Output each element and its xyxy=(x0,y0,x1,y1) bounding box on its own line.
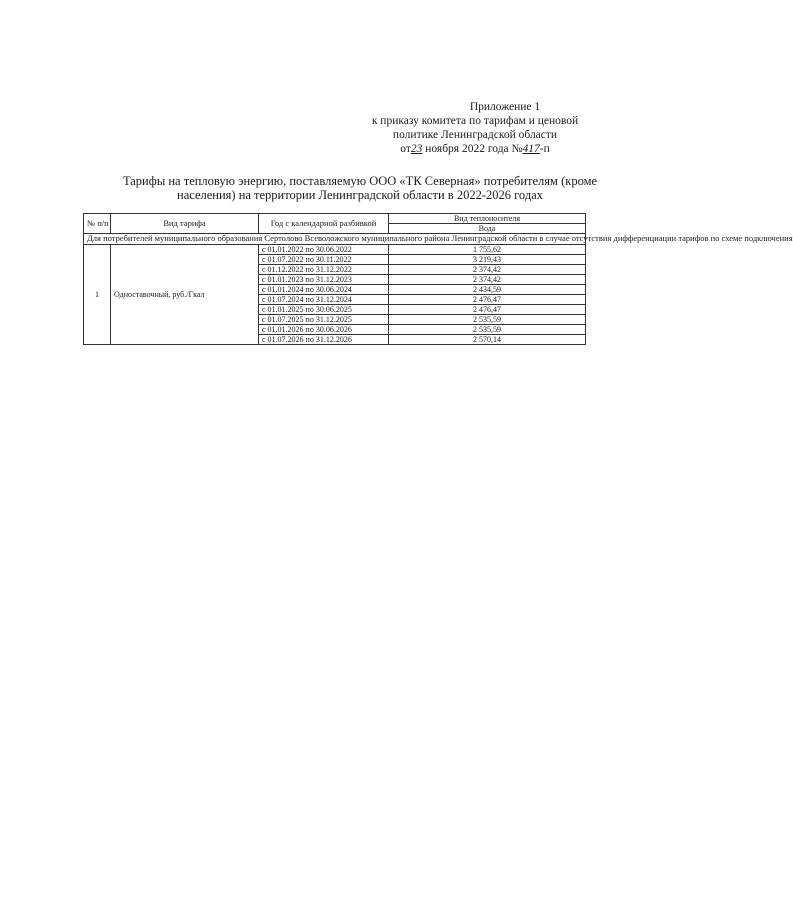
annex-order-line: к приказу комитета по тарифам и ценовой xyxy=(371,115,579,127)
annex-committee-line: политике Ленинградской области xyxy=(392,129,558,141)
tariff-value-cell: 2 476,47 xyxy=(389,294,586,304)
tariff-value-cell: 2 535,59 xyxy=(389,324,586,334)
period-cell: с 01.01.2025 по 30.06.2025 xyxy=(259,304,389,314)
header-tariff-type: Вид тарифа xyxy=(111,214,259,234)
annex-date-line xyxy=(360,142,590,156)
group-label: Для потребителей муниципального образования Сертолово Всеволожского муниципального района Ленинградской области в случае отсутствия дифференциации тарифов по схеме подключения xyxy=(84,234,586,245)
tariff-name: Одноставочный, руб./Гкал xyxy=(111,244,259,344)
period-cell: с 01.12.2022 по 31.12.2022 xyxy=(259,264,389,274)
date-prefix: от xyxy=(400,143,411,155)
period-cell: с 01.07.2026 по 31.12.2026 xyxy=(259,334,389,344)
period-cell: с 01.01.2022 по 30.06.2022 xyxy=(259,244,389,254)
period-cell: с 01.01.2023 по 31.12.2023 xyxy=(259,274,389,284)
order-day: 23 xyxy=(410,143,423,155)
table-body xyxy=(84,233,793,345)
period-cell: с 01.07.2025 по 31.12.2025 xyxy=(259,314,389,324)
header-period: Год с календарной разбивкой xyxy=(259,214,389,234)
date-middle: ноября 2022 года № xyxy=(422,143,523,155)
tariff-value-cell: 3 219,43 xyxy=(389,254,586,264)
annex-title: Приложение 1 xyxy=(469,101,541,113)
tariff-value-cell: 2 434,59 xyxy=(389,284,586,294)
table-row xyxy=(84,244,586,254)
tariff-table xyxy=(83,213,793,345)
tariff-value-cell: 2 570,14 xyxy=(389,334,586,344)
group-row xyxy=(84,234,586,245)
period-cell: с 01.07.2022 по 30.11.2022 xyxy=(259,254,389,264)
row-number: 1 xyxy=(84,244,111,344)
order-number: 417 xyxy=(522,143,540,155)
header-water: Вода xyxy=(389,224,586,234)
period-cell: с 01.07.2024 по 31.12.2024 xyxy=(259,294,389,304)
title-line-1: Тарифы на тепловую энергию, поставляемую ООО «ТК Северная» потребителям (кроме xyxy=(122,174,598,188)
tariff-value-cell: 2 374,42 xyxy=(389,274,586,284)
tariff-value-cell: 2 476,47 xyxy=(389,304,586,314)
tariff-value-cell: 2 535,59 xyxy=(389,314,586,324)
order-suffix: -п xyxy=(539,143,550,155)
document-title xyxy=(120,174,600,202)
period-cell: с 01.01.2026 по 30.06.2026 xyxy=(259,324,389,334)
header-number: № п/п xyxy=(84,214,111,234)
annex-header xyxy=(360,100,590,156)
title-line-2: населения) на территории Ленинградской области в 2022-2026 годах xyxy=(177,188,543,202)
header-carrier: Вид теплоносителя xyxy=(389,214,586,224)
tariff-value-cell: 1 755,62 xyxy=(389,244,586,254)
period-cell: с 01.01.2024 по 30.06.2024 xyxy=(259,284,389,294)
tariff-value-cell: 2 374,42 xyxy=(389,264,586,274)
